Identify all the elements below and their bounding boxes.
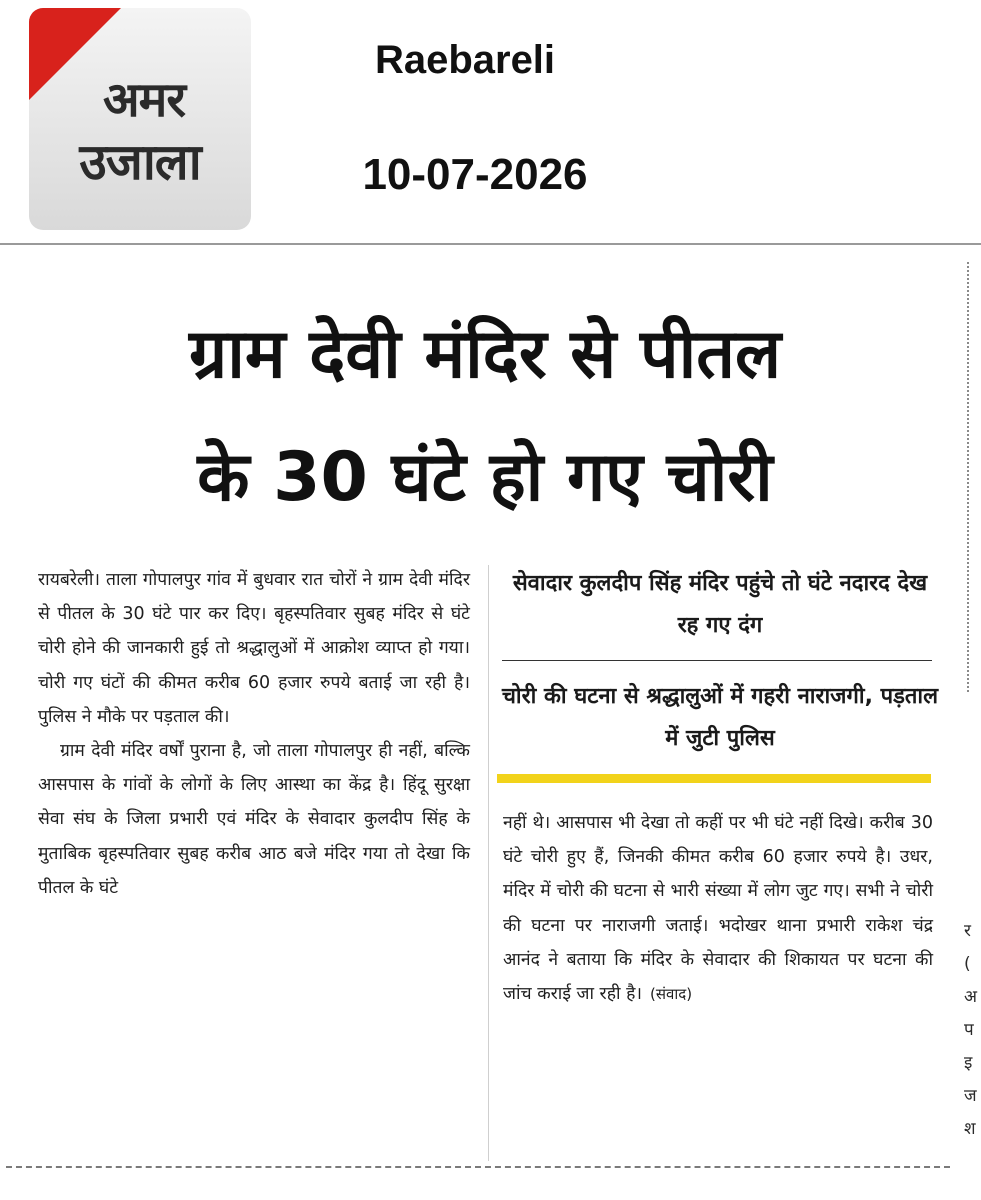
article-right-column [503,806,933,1011]
headline-line-1: ग्राम देवी मंदिर से पीतल [188,315,782,394]
newspaper-logo [29,8,251,230]
article-left-column [38,563,470,905]
subheading-2: चोरी की घटना से श्रद्धालुओं में गहरी नाराजगी, पड़ताल में जुटी पुलिस [501,684,939,751]
edge-char: ज [964,1086,977,1106]
edge-char: र [964,921,971,941]
left-paragraph-1: रायबरेली। ताला गोपालपुर गांव में बुधवार रात चोरों ने ग्राम देवी मंदिर से पीतल के 30 घंटे पार कर दिए। बृहस्पतिवार सुबह मंदिर से घंटे चोरी होने की जानकारी हुई तो श्रद्धालुओं में आक्रोश व्याप्त हो गया। चोरी गए घंटों की कीमत करीब 60 हजार रुपये बताई जा रही है। पुलिस ने मौके पर पड़ताल की। [38,570,470,727]
edition-date: 10-07-2026 [362,150,588,199]
clipping-header [0,0,981,244]
left-paragraph-2: ग्राम देवी मंदिर वर्षों पुराना है, जो ताला गोपालपुर ही नहीं, बल्कि आसपास के गांवों के लोगों के लिए आस्था का केंद्र है। हिंदू सुरक्षा सेवा संघ के जिला प्रभारी एवं मंदिर के सेवादार कुलदीप सिंह के मुताबिक बृहस्पतिवार सुबह करीब आठ बजे मंदिर गया तो देखा कि पीतल के घंटे [38,741,470,898]
highlight-bar [497,774,931,783]
column-divider [488,565,489,1161]
subheading-divider [502,660,932,661]
logo-line-1: अमर [102,72,185,128]
edge-char: अ [964,987,977,1007]
reporter-credit: (संवाद) [650,985,693,1004]
logo-line-2: उजाला [79,133,201,191]
edge-char: इ [964,1053,973,1073]
edge-char: प [964,1020,974,1040]
right-paragraph-text: नहीं थे। आसपास भी देखा तो कहीं पर भी घंटे नहीं दिखे। करीब 30 घंटे चोरी हुए हैं, जिनकी कीमत करीब 60 हजार रुपये है। उधर, मंदिर में चोरी की घटना से भारी संख्या में लोग जुट गए। सभी ने चोरी की घटना पर नाराजगी जताई। भदोखर थाना प्रभारी राकेश चंद्र आनंद ने बताया कि मंदिर के सेवादार की शिकायत पर घटना की जांच कराई जा रही है। [503,813,933,1005]
adjacent-article-fragment [964,915,981,1146]
bottom-dashed-rule [6,1166,950,1168]
subheading-1: सेवादार कुलदीप सिंह मंदिर पहुंचे तो घंटे नदारद देख रह गए दंग [512,571,928,638]
headline-line-2: के 30 घंटे हो गए चोरी [197,438,773,517]
edition-city: Raebareli [374,38,556,82]
page-edge-dotted-line [967,262,969,692]
right-paragraph [503,806,933,1011]
header-divider [0,243,981,245]
edge-char: ( [964,954,971,974]
edge-char: श [964,1119,976,1139]
